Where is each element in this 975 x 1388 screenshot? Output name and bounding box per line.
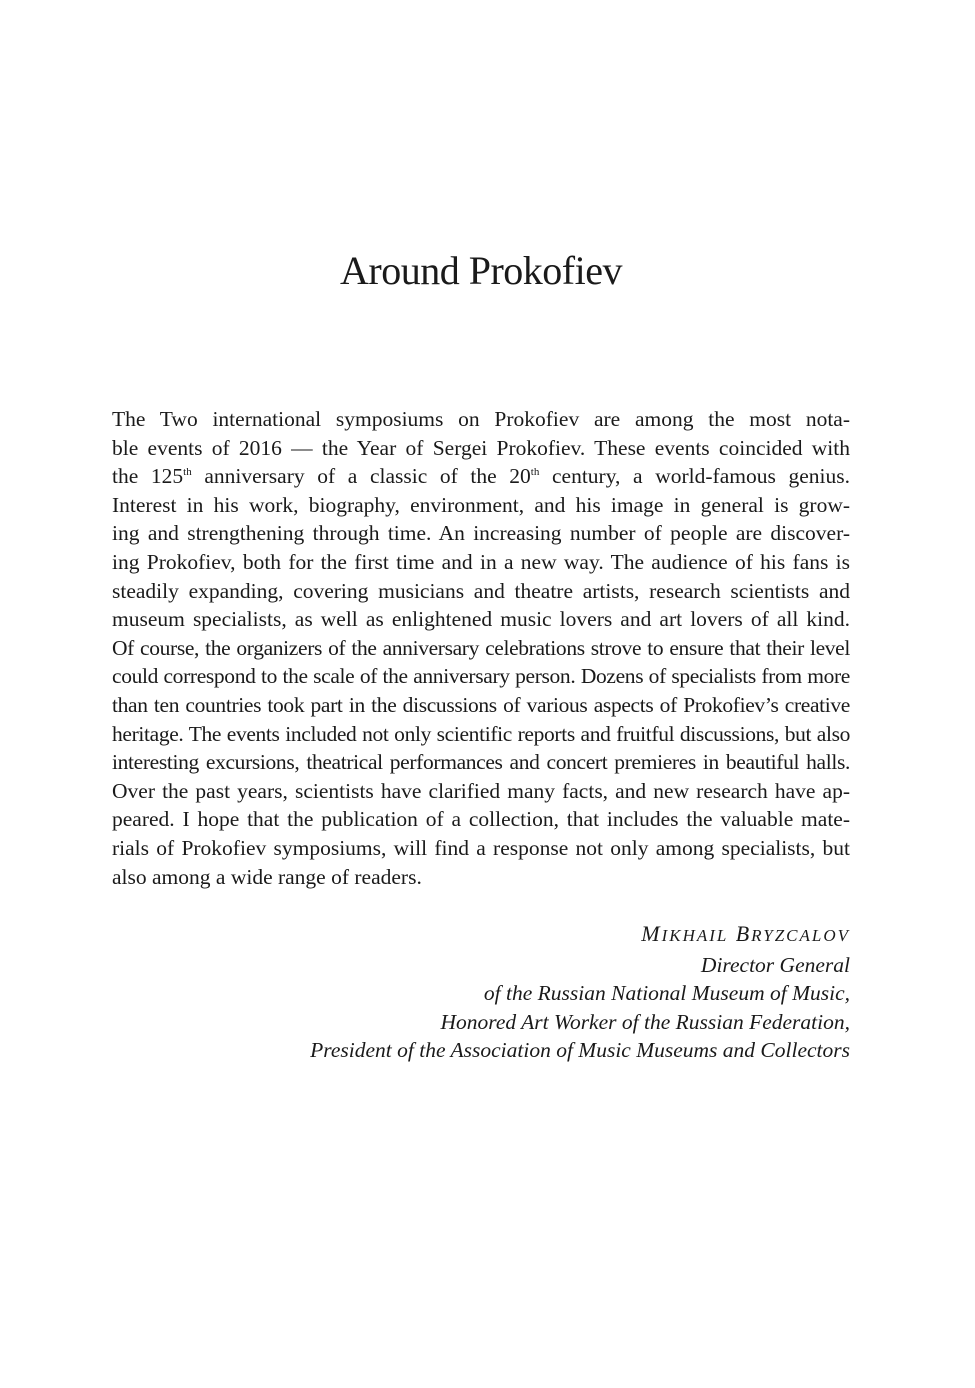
paragraph-line: Of course, the organizers of the anniversary celebrations strove to ensure that their level — [112, 635, 850, 660]
paragraph-line: peared. I hope that the publication of a collection, that includes the valuable mate- — [112, 807, 850, 832]
line-text: century, a world-famous genius. — [539, 464, 850, 489]
paragraph-line: interesting excursions, theatrical performances and concert premieres in beautiful halls. — [112, 750, 850, 775]
page-title: Around Prokofiev — [340, 248, 622, 293]
author-title: Director General — [700, 952, 850, 977]
signature-block — [310, 920, 850, 1065]
paragraph-line: Interest in his work, biography, environment, and his image in general is grow- — [112, 492, 850, 517]
paragraph-line: The Two international symposiums on Prokofiev are among the most nota- — [112, 407, 850, 431]
paragraph-line: steadily expanding, covering musicians and theatre artists, research scientists and — [112, 578, 850, 603]
author-title: President of the Association of Music Museums and Collectors — [310, 1038, 850, 1063]
paragraph-line: ing and strengthening through time. An increasing number of people are discover- — [112, 521, 850, 546]
paragraph-line: also among a wide range of readers. — [112, 864, 422, 889]
line-text: anniversary of a classic of the 20 — [191, 464, 531, 489]
body-paragraph — [112, 405, 850, 891]
paragraph-line: could correspond to the scale of the anniversary person. Dozens of specialists from more — [112, 664, 850, 689]
author-title: of the Russian National Museum of Music, — [483, 981, 850, 1006]
paragraph-line: Over the past years, scientists have clarified many facts, and new research have ap- — [112, 778, 850, 803]
paragraph-line: than ten countries took part in the discussions of various aspects of Prokofiev’s creative — [112, 692, 850, 717]
superscript: th — [183, 466, 192, 479]
paragraph-line: ble events of 2016 — the Year of Sergei Prokofiev. These events coincided with — [112, 435, 850, 460]
paragraph-line: ing Prokofiev, both for the first time and in a new way. The audience of his fans is — [112, 549, 850, 574]
author-title: Honored Art Worker of the Russian Federation, — [440, 1009, 850, 1034]
paragraph-line: rials of Prokofiev symposiums, will find a response not only among specialists, but — [112, 835, 850, 860]
paragraph-line — [112, 462, 850, 491]
paragraph-line: heritage. The events included not only scientific reports and fruitful discussions, but also — [112, 721, 850, 746]
author-name: MIKHAIL BRYZCALOV — [641, 921, 850, 946]
paragraph-line: museum specialists, as well as enlightened music lovers and art lovers of all kind. — [112, 607, 850, 632]
line-text: the 125 — [112, 464, 184, 489]
superscript: th — [530, 466, 540, 479]
